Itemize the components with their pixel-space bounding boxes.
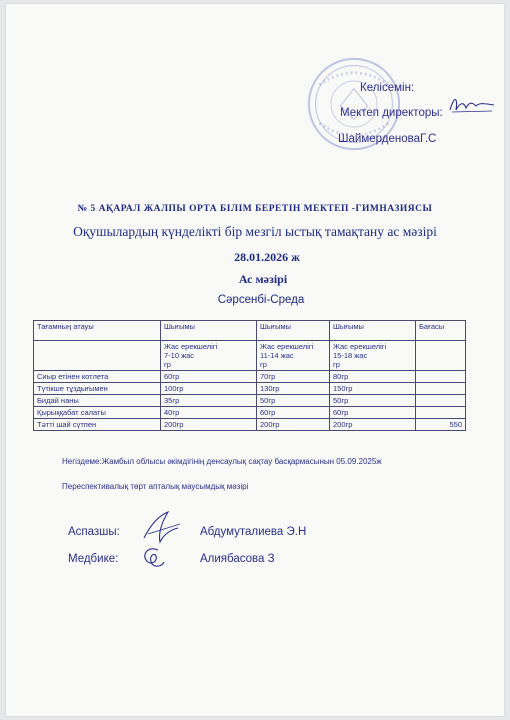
basis-note: Негіздеме:Жамбыл облысы әкімдігінің денсаулық сақтау басқармасынын 05.09.2025ж [62,457,382,466]
portion-15-18: 150гр [330,383,416,395]
perspective-note: Переспективалық төрт апталық маусымдық мәзірі [62,482,249,491]
table-cell [416,341,466,371]
approval-director: Мектеп директоры: [340,107,443,119]
table-row [34,407,466,419]
table-row [34,395,466,407]
cook-name: Абдумуталиева Э.Н [200,526,307,538]
column-header: Шығымы [257,321,330,341]
cook-label: Аспазшы: [68,526,120,538]
portion-7-10: 60гр [161,371,257,383]
approval-director-name: ШаймерденоваГ.С [338,133,437,145]
price-cell [416,407,466,419]
portion-7-10: 35гр [161,395,257,407]
dish-name: Бидай наны [34,395,161,407]
age-group-cell: Жас ерекшелігі 11-14 жас гр [257,341,330,371]
approval-agree: Келісемін: [360,82,415,94]
portion-15-18: 60гр [330,407,416,419]
table-cell [34,341,161,371]
menu-date: 28.01.2026 ж [234,250,300,264]
table-row [34,383,466,395]
portion-15-18: 200гр [330,419,416,431]
portion-7-10: 100гр [161,383,257,395]
age-group-row [34,341,466,371]
school-name: № 5 АҚАРАЛ ЖАЛПЫ ОРТА БІЛІМ БЕРЕТІН МЕКТЕП -ГИМНАЗИЯСЫ [77,204,433,214]
column-header: Шығымы [330,321,416,341]
nurse-label: Медбике: [68,553,119,565]
dish-name: Сиыр етінен котлета [34,371,161,383]
director-signature [446,92,498,120]
menu-table [33,320,466,431]
portion-11-14: 130гр [257,383,330,395]
menu-title: Ас мәзірі [238,272,288,286]
table-row [34,371,466,383]
table-header-row [34,321,466,341]
portion-7-10: 200гр [161,419,257,431]
column-header: Тағамның атауы [34,321,161,341]
price-cell [416,383,466,395]
portion-11-14: 200гр [257,419,330,431]
menu-day: Сәрсенбі-Среда [217,294,305,306]
age-group-cell: Жас ерекшелігі 7-10 жас гр [161,341,257,371]
price-cell [416,395,466,407]
nurse-signature [138,542,168,572]
price-cell: 550 [416,419,466,431]
dish-name: Қырыққабат салаты [34,407,161,419]
dish-name: Тәтті шай сүтпен [34,419,161,431]
portion-7-10: 40гр [161,407,257,419]
portion-11-14: 50гр [257,395,330,407]
age-group-cell: Жас ерекшелігі 15-18 жас гр [330,341,416,371]
nurse-name: Алиябасова З [200,553,275,565]
portion-11-14: 70гр [257,371,330,383]
portion-15-18: 80гр [330,371,416,383]
column-header: Бағасы [416,321,466,341]
menu-subtitle: Оқушылардың күнделікті бір мезгіл ыстық тамақтану ас мәзірі [73,224,437,239]
portion-15-18: 50гр [330,395,416,407]
dish-name: Түтікше тұздығымен [34,383,161,395]
table-row [34,419,466,431]
price-cell [416,371,466,383]
portion-11-14: 60гр [257,407,330,419]
column-header: Шығымы [161,321,257,341]
